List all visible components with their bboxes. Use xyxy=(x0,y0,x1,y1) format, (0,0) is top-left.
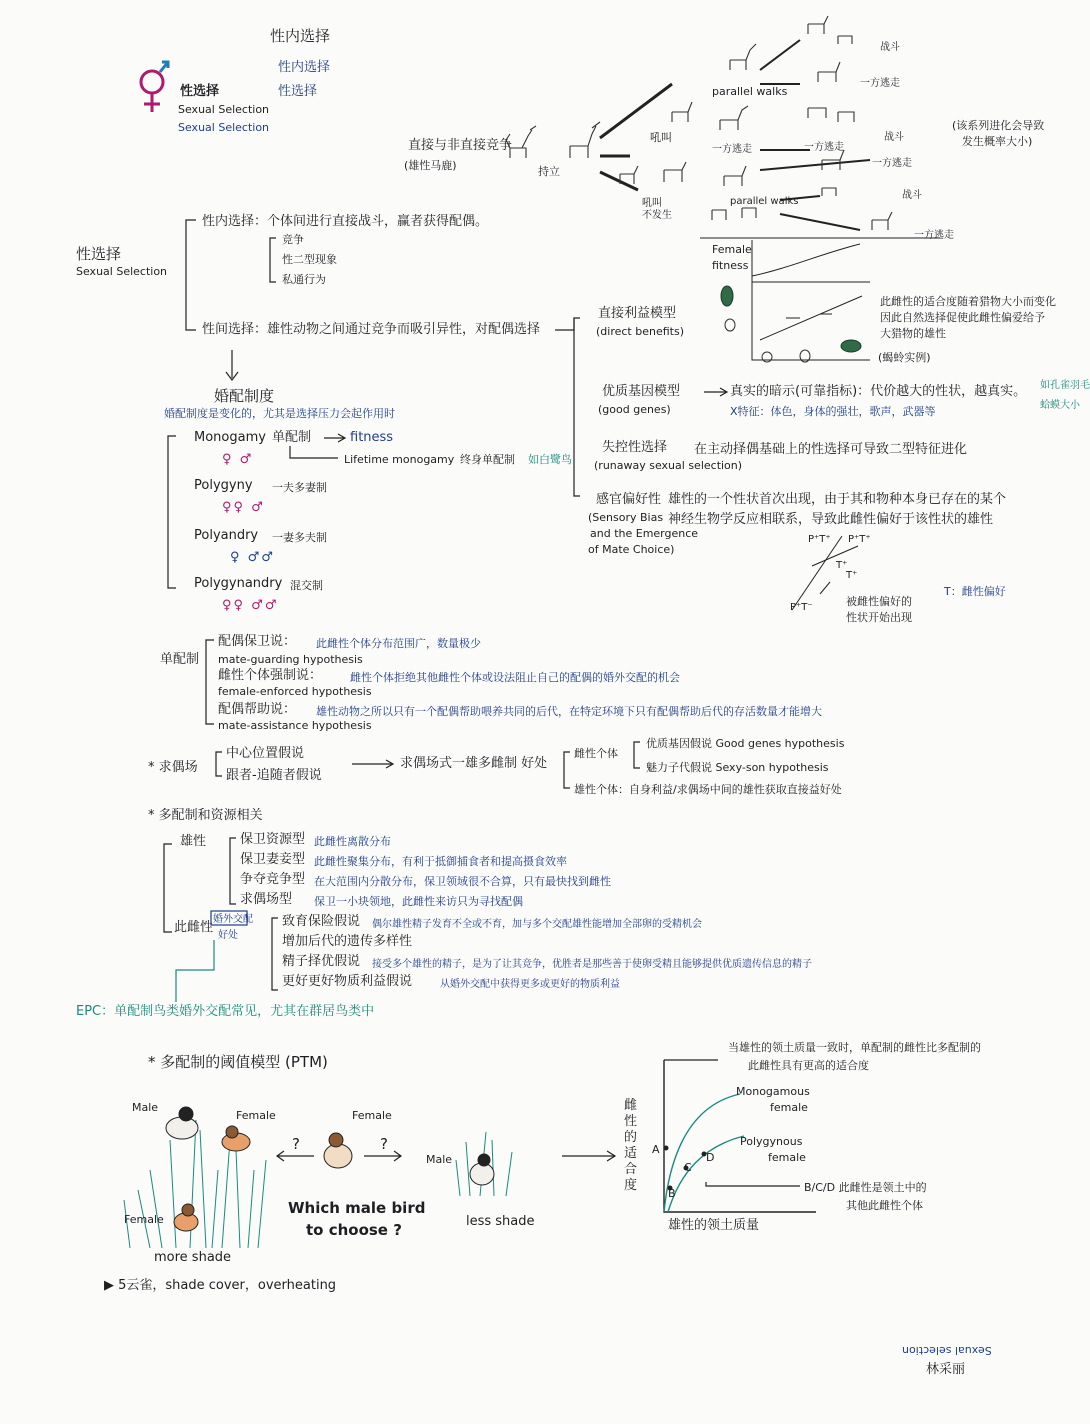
polygyny-cn: 一夫多妻制 xyxy=(272,481,327,494)
resource-f4: 更好更好物质利益假说 xyxy=(282,974,413,989)
mono-h3-desc: 雄性动物之所以只有一个配偶帮助喂养共同的后代，在特定环境下只有配偶帮助后代的存活数量才能增大 xyxy=(316,705,822,718)
deer-fight2: 战斗 xyxy=(884,132,904,143)
graph-note3: 大猎物的雄性 xyxy=(880,327,946,340)
monogamy-cn: 单配制 xyxy=(272,430,312,445)
intra-text: 性内选择：个体间进行直接战斗，赢者获得配偶。 xyxy=(202,214,489,229)
chart-ylabel-3: 适 xyxy=(624,1146,638,1161)
graph-note2: 因此自然选择促使此雌性偏爱给予 xyxy=(880,311,1045,324)
deer-leave1: 一方逃走 xyxy=(860,78,900,89)
point-a xyxy=(664,1146,669,1151)
ptm-question1: Which male bird xyxy=(288,1199,426,1217)
resource-title: * 多配制和资源相关 xyxy=(148,808,263,823)
deer-roar: 吼叫 xyxy=(650,131,672,144)
epc-note: EPC：单配制鸟类婚外交配常见，尤其在群居鸟类中 xyxy=(76,1004,375,1019)
graph-note1: 此雌性的适合度随着猎物大小而变化 xyxy=(880,295,1056,308)
monogamy-symbols: ♀ ♂ xyxy=(222,452,254,467)
sensory-en1: (Sensory Bias xyxy=(588,511,664,524)
resource-m2: 保卫妻妾型 xyxy=(240,852,306,867)
chart-ann2: 此雌性具有更高的适合度 xyxy=(748,1059,869,1072)
resource-f4-desc: 从婚外交配中获得更多或更好的物质利益 xyxy=(440,979,620,990)
good-note2: 蛤蟆大小 xyxy=(1040,400,1080,411)
mono-h1: 配偶保卫说： xyxy=(218,634,297,649)
ptm-female-bottom: Female xyxy=(124,1213,164,1226)
deer-roar2b: 不发生 xyxy=(642,210,672,221)
mono-label: 单配制 xyxy=(160,652,200,667)
good-desc: 真实的暗示(可靠指标)：代价越大的性状，越真实。 xyxy=(730,384,1027,399)
ptm-male-left: Male xyxy=(132,1101,159,1114)
deer-right-note1: (该系列进化会导致 xyxy=(952,119,1045,132)
deer-leave2: 一方逃走 xyxy=(712,144,752,155)
resource-f2: 增加后代的遗传多样性 xyxy=(282,934,413,949)
deer-walks2: parallel walks xyxy=(730,196,799,207)
resource-m3: 争夺竞争型 xyxy=(240,872,306,887)
chart-mono-label2: female xyxy=(770,1101,808,1114)
deer-walks1: parallel walks xyxy=(712,85,788,98)
chart-point-a-label: A xyxy=(652,1143,660,1156)
pt-label-4: T⁺ xyxy=(846,570,858,581)
ptm-female-center: Female xyxy=(352,1109,392,1122)
ptm-male-right: Male xyxy=(426,1153,453,1166)
polyandry-en: Polyandry xyxy=(194,528,259,543)
root-en: Sexual Selection xyxy=(76,265,168,278)
resource-female-box2: 好处 xyxy=(218,930,238,941)
chart-ylabel-1: 性 xyxy=(624,1114,638,1129)
chart-point-b-label: B xyxy=(668,1187,676,1200)
lek-male2: 魅力子代假说 Sexy-son hypothesis xyxy=(646,761,829,774)
polygyny-symbols: ♀♀ ♂ xyxy=(222,500,265,515)
resource-female: 此雌性 xyxy=(174,920,214,935)
resource-m4: 求偶场型 xyxy=(240,892,293,907)
mono-h3-en: mate-assistance hypothesis xyxy=(218,719,372,732)
deer-fight3: 战斗 xyxy=(902,190,922,201)
resource-f3-desc: 接受多个雄性的精子，是为了让其竞争，优胜者是那些善于使卵受精且能够提供优质遗传信息的精子 xyxy=(372,959,812,970)
ptm-less-shade: less shade xyxy=(466,1214,535,1229)
signature-cn: 林采丽 xyxy=(926,1362,966,1377)
mono-h2: 雌性个体强制说： xyxy=(218,668,323,683)
header-top-label: 性内选择 xyxy=(270,27,331,45)
resource-m1-desc: 此雌性离散分布 xyxy=(314,835,391,848)
chart-ylabel-0: 雌 xyxy=(624,1098,638,1113)
deer-roar2a: 吼叫 xyxy=(642,198,662,209)
mono-h2-desc: 雌性个体拒绝其他雌性个体或设法阻止自己的配偶的婚外交配的机会 xyxy=(350,671,680,684)
polygyny-en: Polygyny xyxy=(194,478,253,493)
chart-ann4: 其他此雌性个体 xyxy=(846,1199,923,1212)
pt-note2: 性状开始出现 xyxy=(846,611,912,624)
inter-text: 性间选择：雄性动物之间通过竞争而吸引异性，对配偶选择 xyxy=(202,322,541,337)
resource-f1: 致育保险假说 xyxy=(282,914,361,929)
chart-mono-label1: Monogamous xyxy=(736,1085,810,1098)
good-desc2: X特征：体色，身体的强壮，歌声，武器等 xyxy=(730,405,936,418)
graph-ylabel1: Female xyxy=(712,243,752,256)
root-cn: 性选择 xyxy=(76,245,122,263)
lek-c1: 中心位置假说 xyxy=(226,746,305,761)
resource-m3-desc: 在大范围内分散分布，保卫领域很不合算，只有最快找到雌性 xyxy=(314,875,611,888)
chart-ylabel-2: 的 xyxy=(624,1130,638,1145)
monogamy-en: Monogamy xyxy=(194,430,266,445)
sensory-desc1: 雄性的一个性状首次出现，由于其和物种本身已存在的某个 xyxy=(668,492,1007,507)
mating-note: 婚配制度是变化的，尤其是选择压力会起作用时 xyxy=(164,407,395,420)
pt-label-2: P⁺T⁺ xyxy=(848,534,871,545)
resource-m2-desc: 此雌性聚集分布，有利于抵御捕食者和提高摄食效率 xyxy=(314,855,567,868)
good-model-en: (good genes) xyxy=(598,403,671,416)
intra-item-1: 性二型现象 xyxy=(282,253,337,266)
sensory-en3: of Mate Choice) xyxy=(588,543,675,556)
chart-point-c-label: C xyxy=(684,1161,692,1174)
mono-h3: 配偶帮助说： xyxy=(218,702,297,717)
t-note: T：雌性偏好 xyxy=(944,585,1006,598)
lek-female: 雄性个体：自身利益/求偶场中间的雄性获取直接益好处 xyxy=(574,783,842,796)
deer-leave4: 一方逃走 xyxy=(914,230,954,241)
sensory-en2: and the Emergence xyxy=(590,527,699,540)
header-sub1: 性内选择 xyxy=(278,60,331,75)
chart-ann3: B/C/D 此雌性是领土中的 xyxy=(804,1181,927,1194)
runaway-model-en: (runaway sexual selection) xyxy=(594,459,743,472)
resource-m4-desc: 保卫一小块领地，此雌性来访只为寻找配偶 xyxy=(314,895,523,908)
deer-right-note2: 发生概率大小) xyxy=(962,135,1033,148)
resource-male: 雄性 xyxy=(180,834,207,849)
pt-note1: 被雌性偏好的 xyxy=(846,595,912,608)
ptm-q1: ? xyxy=(292,1135,300,1153)
header-sub2: 性选择 xyxy=(278,84,318,99)
deer-leave5: 一方逃走 xyxy=(804,142,844,153)
mono-h1-desc: 此雌性个体分布范围广，数量极少 xyxy=(316,637,481,650)
pt-label-5: P⁺T⁻ xyxy=(790,602,813,613)
lek-label: * 求偶场 xyxy=(148,760,198,775)
chart-xlabel: 雄性的领土质量 xyxy=(668,1218,760,1233)
mating-title: 婚配制度 xyxy=(214,387,275,405)
chart-poly-label2: female xyxy=(768,1151,806,1164)
deer-leave3: 一方逃走 xyxy=(872,158,912,169)
lek-arrow-text: 求偶场式一雄多雌制 好处 xyxy=(400,756,548,771)
mono-h2-en: female-enforced hypothesis xyxy=(218,685,372,698)
intra-item-2: 私通行为 xyxy=(282,273,326,286)
deer-fight1: 战斗 xyxy=(880,42,900,53)
chart-point-d-label: D xyxy=(706,1151,715,1164)
ptm-title: * 多配制的阈值模型 (PTM) xyxy=(148,1053,328,1071)
lifetime-note: 如白鹭鸟 xyxy=(528,453,572,466)
polygynandry-en: Polygynandry xyxy=(194,576,283,591)
lek-male: 雌性个体 xyxy=(574,747,618,760)
header-title-en2: Sexual Selection xyxy=(178,121,270,134)
direct-model: 直接利益模型 xyxy=(598,306,677,321)
resource-female-box: 婚外交配 xyxy=(213,914,253,925)
chart-ann1: 当雄性的领土质量一致时，单配制的雌性比多配制的 xyxy=(728,1041,981,1054)
resource-f3: 精子择优假说 xyxy=(282,954,361,969)
lek-c2: 跟者-追随者假说 xyxy=(226,768,322,783)
ptm-female-left: Female xyxy=(236,1109,276,1122)
deer-stand: 持立 xyxy=(538,165,560,178)
intra-item-0: 竞争 xyxy=(282,233,304,246)
graph-ylabel2: fitness xyxy=(712,259,749,272)
direct-model-en: (direct benefits) xyxy=(596,325,684,338)
good-note1: 如孔雀羽毛 xyxy=(1040,380,1090,391)
header-title-en: Sexual Selection xyxy=(178,103,270,116)
chart-poly-label1: Polygynous xyxy=(740,1135,803,1148)
pt-label-3: T⁺ xyxy=(836,560,848,571)
ptm-question2: to choose ? xyxy=(306,1221,402,1239)
fitness-label: fitness xyxy=(350,430,394,445)
resource-m1: 保卫资源型 xyxy=(240,832,306,847)
ptm-more-shade: more shade xyxy=(154,1250,232,1265)
header-title-cn: 性选择 xyxy=(180,84,220,99)
graph-note4: (蝎蛉实例) xyxy=(878,351,931,364)
mono-h1-en: mate-guarding hypothesis xyxy=(218,653,363,666)
chart-ylabel-4: 合 xyxy=(624,1162,638,1177)
sensory-desc2: 神经生物学反应相联系，导致此雌性偏好于该性状的雄性 xyxy=(668,512,994,527)
runaway-model: 失控性选择 xyxy=(602,440,668,455)
ptm-bottom-note: ▶ 5云雀，shade cover，overheating xyxy=(104,1278,337,1293)
deer-left-sub: (雄性马鹿) xyxy=(404,159,457,172)
polyandry-symbols: ♀ ♂♂ xyxy=(230,550,275,565)
polygynandry-cn: 混交制 xyxy=(290,579,323,592)
deer-left-label: 直接与非直接竞争 xyxy=(408,138,513,153)
chart-ylabel-5: 度 xyxy=(624,1178,638,1193)
polyandry-cn: 一妻多夫制 xyxy=(272,531,327,544)
lifetime-en: Lifetime monogamy xyxy=(344,453,455,466)
lifetime-cn: 终身单配制 xyxy=(460,453,515,466)
resource-f1-desc: 偶尔雄性精子发育不全或不育，加与多个交配雄性能增加全部卵的受精机会 xyxy=(372,919,702,930)
ptm-q2: ? xyxy=(380,1135,388,1153)
lek-male1: 优质基因假说 Good genes hypothesis xyxy=(646,737,845,750)
good-model: 优质基因模型 xyxy=(602,384,681,399)
signature-en: Sexual selection xyxy=(902,1344,992,1357)
pt-label-1: P⁺T⁺ xyxy=(808,534,831,545)
runaway-desc: 在主动择偶基础上的性选择可导致二型特征进化 xyxy=(694,442,968,457)
polygynandry-symbols: ♀♀ ♂♂ xyxy=(222,598,279,613)
sensory-model: 感官偏好性 xyxy=(596,492,662,507)
